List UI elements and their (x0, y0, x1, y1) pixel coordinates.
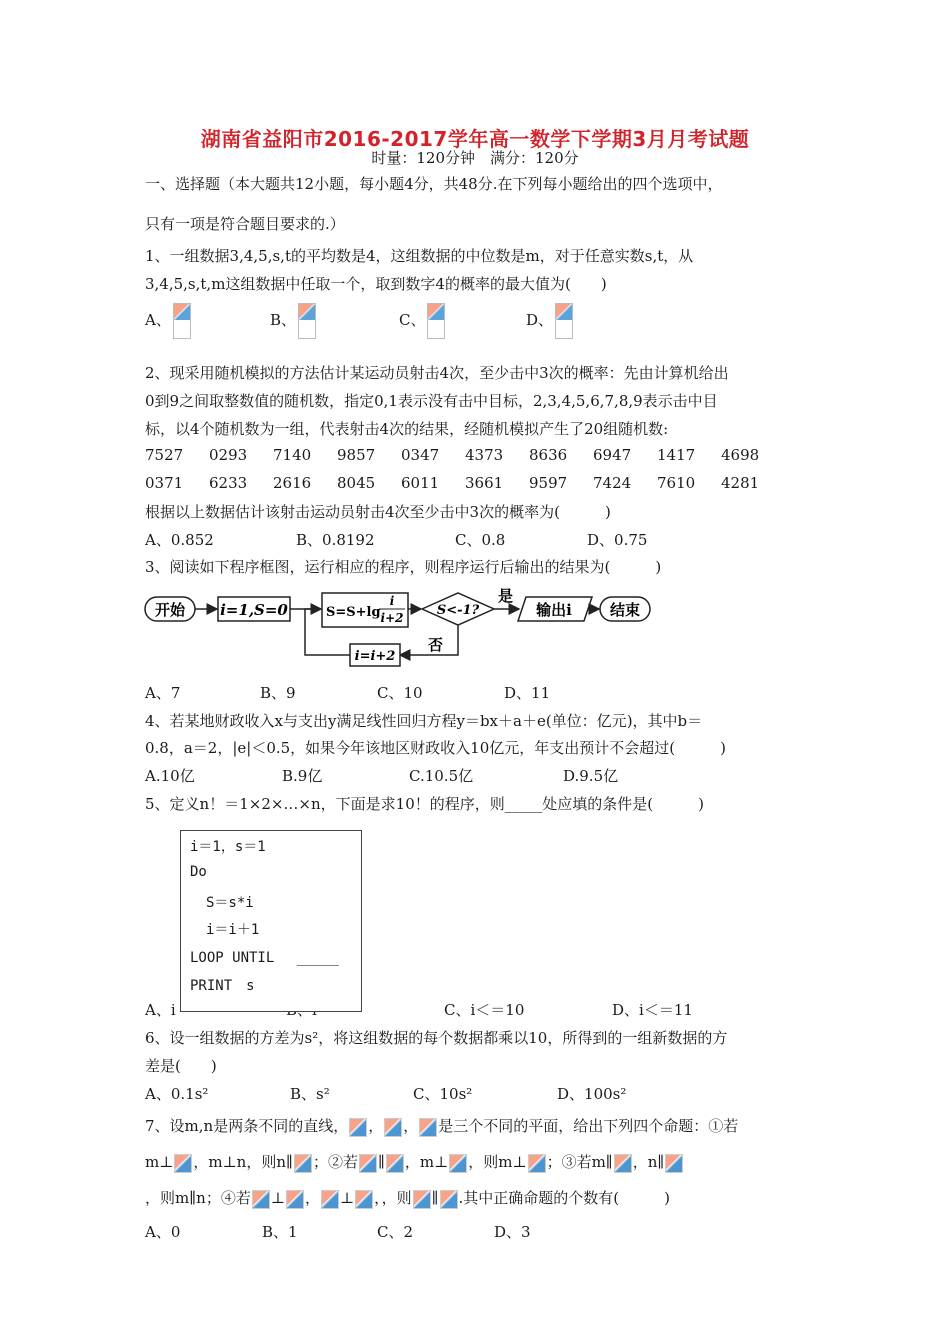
formula-image-icon (427, 303, 445, 339)
flow-no-label: 否 (428, 636, 444, 654)
q4-option-c: C.10.5亿 (409, 767, 474, 785)
q7-option-d: D、3 (494, 1223, 531, 1241)
flow-init-label: i=1,S=0 (220, 601, 288, 619)
flow-frac-den: i+2 (380, 611, 404, 625)
formula-image-icon (294, 1154, 312, 1173)
q1-text: 1、一组数据3,4,5,s,t的平均数是4，这组数据的中位数是m，对于任意实数s,t，从 (145, 247, 694, 265)
q6-text: 6、设一组数据的方差为s²，将这组数据的每个数据都乘以10，所得到的一组新数据的方 (145, 1029, 728, 1047)
q1-option-b: B、 (270, 303, 316, 339)
flow-end-label: 结束 (609, 601, 641, 619)
q7-text: 7、设m,n是两条不同的直线， ， ， 是三个不同的平面，给出下列四个命题：①若 (145, 1117, 739, 1135)
q6-option-d: D、100s² (557, 1085, 627, 1103)
flowchart (140, 585, 660, 670)
q3-option-d: D、11 (504, 684, 551, 702)
formula-image-icon (298, 303, 316, 339)
q4-text-cont: 0.8，a＝2，|e|＜0.5，如果今年该地区财政收入10亿元，年支出预计不会超过( ) (145, 739, 726, 757)
q2-option-d: D、0.75 (587, 531, 648, 549)
formula-image-icon (449, 1154, 467, 1173)
q2-option-b: B、0.8192 (296, 531, 375, 549)
flow-increment (350, 644, 400, 666)
formula-image-icon (555, 303, 573, 339)
section-instruction-cont: 只有一项是符合题目要求的.） (145, 215, 345, 233)
q5-option-c: C、i＜＝10 (444, 1001, 525, 1019)
formula-image-icon (386, 1154, 404, 1173)
formula-image-icon (528, 1154, 546, 1173)
flow-frac-num: i (389, 594, 395, 608)
flow-condition-label: S<-1? (436, 603, 480, 618)
beta-image-icon (384, 1118, 402, 1137)
page-title: 湖南省益阳市2016-2017学年高一数学下学期3月月考试题 (200, 127, 750, 151)
formula-image-icon (173, 303, 191, 339)
q3-option-a: A、7 (145, 684, 181, 702)
q6-option-b: B、s² (290, 1085, 330, 1103)
alpha-image-icon (349, 1118, 367, 1137)
flow-increment-label: i=i+2 (354, 649, 396, 664)
q6-text-cont: 差是( ) (145, 1057, 217, 1075)
formula-image-icon (252, 1190, 270, 1209)
q2-question: 根据以上数据估计该射击运动员射击4次至少击中3次的概率为( ) (145, 503, 611, 521)
flow-yes-label: 是 (498, 587, 514, 605)
q2-text-cont: 0到9之间取整数值的随机数，指定0,1表示没有击中目标，2,3,4,5,6,7,8,9表示击中目 (145, 392, 718, 410)
code-line: Do (190, 864, 207, 880)
formula-image-icon (440, 1190, 458, 1209)
q4-text: 4、若某地财政收入x与支出y满足线性回归方程y＝bx＋a＋e(单位：亿元)，其中b＝ (145, 712, 703, 730)
formula-image-icon (665, 1154, 683, 1173)
random-numbers-row1: 7527 0293 7140 9857 0347 4373 8636 6947 1417 4698 (145, 446, 760, 464)
section-instruction: 一、选择题（本大题共12小题，每小题4分，共48分.在下列每小题给出的四个选项中， (145, 175, 723, 193)
formula-image-icon (174, 1154, 192, 1173)
q7-option-b: B、1 (262, 1223, 298, 1241)
formula-image-icon (614, 1154, 632, 1173)
exam-meta: 时量：120分钟 满分：120分 (371, 149, 579, 167)
flow-start (145, 597, 195, 621)
q3-option-c: C、10 (377, 684, 423, 702)
q7-option-c: C、2 (377, 1223, 414, 1241)
formula-image-icon (355, 1190, 373, 1209)
q4-option-a: A.10亿 (145, 767, 195, 785)
q6-option-a: A、0.1s² (145, 1085, 209, 1103)
q5-option-a: A、i (145, 1001, 176, 1019)
flow-end (600, 597, 650, 621)
q7-option-a: A、0 (145, 1223, 181, 1241)
q2-option-a: A、0.852 (145, 531, 214, 549)
q5-text: 5、定义n！＝1×2×…×n，下面是求10！的程序，则_____处应填的条件是( ) (145, 795, 704, 813)
flow-init (218, 597, 290, 621)
gamma-image-icon (419, 1118, 437, 1137)
q1-text-cont: 3,4,5,s,t,m这组数据中任取一个，取到数字4的概率的最大值为( ) (145, 275, 607, 293)
formula-image-icon (413, 1190, 431, 1209)
q4-option-d: D.9.5亿 (563, 767, 619, 785)
code-line: PRINT s (190, 978, 255, 994)
q7-text-cont: m⊥ ，m⊥n，则n∥ ；②若 ∥ ，m⊥ ，则m⊥ ；③若m∥ ，n∥ (145, 1151, 684, 1173)
q1-option-c: C、 (399, 303, 445, 339)
q1-option-a: A、 (145, 303, 191, 339)
formula-image-icon (359, 1154, 377, 1173)
q5-option-d: D、i＜＝11 (612, 1001, 693, 1019)
q3-text: 3、阅读如下程序框图，运行相应的程序，则程序运行后输出的结果为( ) (145, 558, 662, 576)
flow-update (322, 593, 408, 627)
q3-option-b: B、9 (260, 684, 296, 702)
random-numbers-row2: 0371 6233 2616 8045 6011 3661 9597 7424 7610 4281 (145, 474, 760, 492)
formula-image-icon (321, 1190, 339, 1209)
code-line: i＝i＋1 (206, 922, 260, 938)
flow-output-label: 输出i (536, 601, 572, 619)
code-line: LOOP UNTIL _____ (190, 950, 339, 966)
code-line: S＝s*i (206, 895, 254, 911)
q2-text-cont2: 标，以4个随机数为一组，代表射击4次的结果，经随机模拟产生了20组随机数: (145, 420, 669, 438)
q1-option-d: D、 (526, 303, 573, 339)
code-line: i＝1，s＝1 (190, 839, 266, 855)
flow-update-label: S=S+lg (326, 605, 381, 620)
q6-option-c: C、10s² (413, 1085, 473, 1103)
flow-start-label: 开始 (154, 601, 186, 619)
q4-option-b: B.9亿 (282, 767, 323, 785)
flow-condition (422, 593, 494, 625)
q7-text-cont2: ，则m∥n；④若 ⊥ ， ⊥ ，，则 ∥ .其中正确命题的个数有( ) (145, 1189, 671, 1207)
formula-image-icon (286, 1190, 304, 1209)
q2-option-c: C、0.8 (455, 531, 506, 549)
flow-output (518, 597, 592, 621)
q2-text: 2、现采用随机模拟的方法估计某运动员射击4次，至少击中3次的概率：先由计算机给出 (145, 364, 729, 382)
